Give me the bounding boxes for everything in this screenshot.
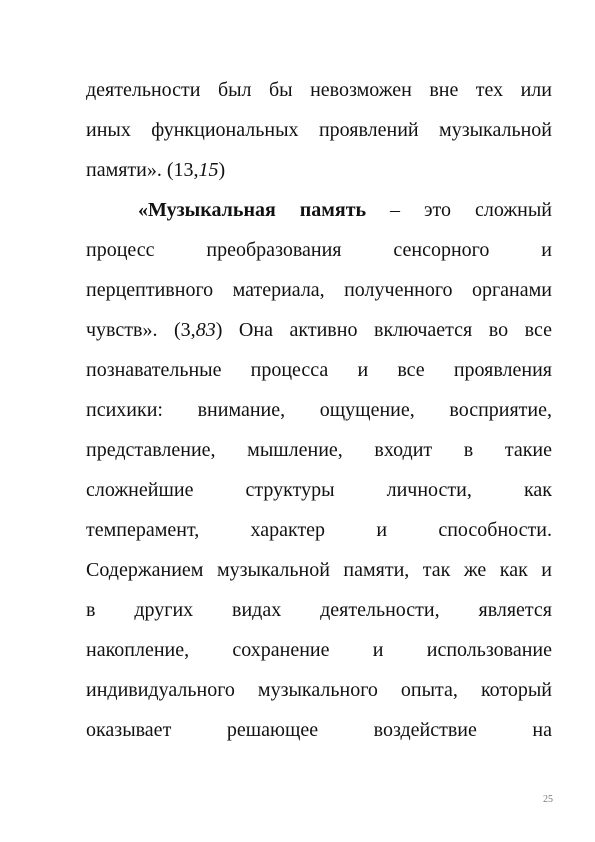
page-number: 25 — [543, 794, 553, 805]
citation-prefix: чувств». (3, — [86, 319, 196, 341]
text-line-14: в других видах деятельности, является — [86, 599, 552, 621]
text-line-15: накопление, сохранение и использование — [86, 639, 552, 661]
text-line-17: оказывает решающее воздействие на — [86, 719, 552, 741]
text-line-12: темперамент, характер и способности. — [86, 519, 552, 541]
body-text — [86, 70, 552, 750]
text-line-5: процесс преобразования сенсорного и — [86, 239, 552, 261]
text-line-13: Содержанием музыкальной памяти, так же как и — [86, 559, 552, 581]
text-line-11: сложнейшие структуры личности, как — [86, 479, 552, 501]
text-line-2: иных функциональных проявлений музыкальной — [86, 119, 552, 141]
text-line-6: перцептивного материала, полученного органами — [86, 279, 552, 301]
text-line-3 — [86, 150, 552, 190]
text-line-7 — [86, 310, 552, 350]
text-line-16: индивидуального музыкального опыта, который — [86, 679, 552, 701]
definition-term: «Музыкальная память — [138, 199, 367, 221]
text-line-4 — [86, 190, 552, 230]
text-line-10: представление, мышление, входит в такие — [86, 439, 552, 461]
citation-suffix: ) Она активно включается во все — [215, 319, 552, 341]
citation-suffix: ) — [218, 159, 226, 181]
citation-page-number: 83 — [195, 319, 216, 341]
citation-prefix: памяти». (13, — [86, 159, 199, 181]
text-line-9: психики: внимание, ощущение, восприятие, — [86, 399, 552, 421]
text-line-8: познавательные процесса и все проявления — [86, 359, 552, 381]
definition-start: – это сложный — [366, 199, 552, 221]
citation-page-number: 15 — [198, 159, 219, 181]
text-line-1: деятельности был бы невозможен вне тех или — [86, 79, 552, 101]
